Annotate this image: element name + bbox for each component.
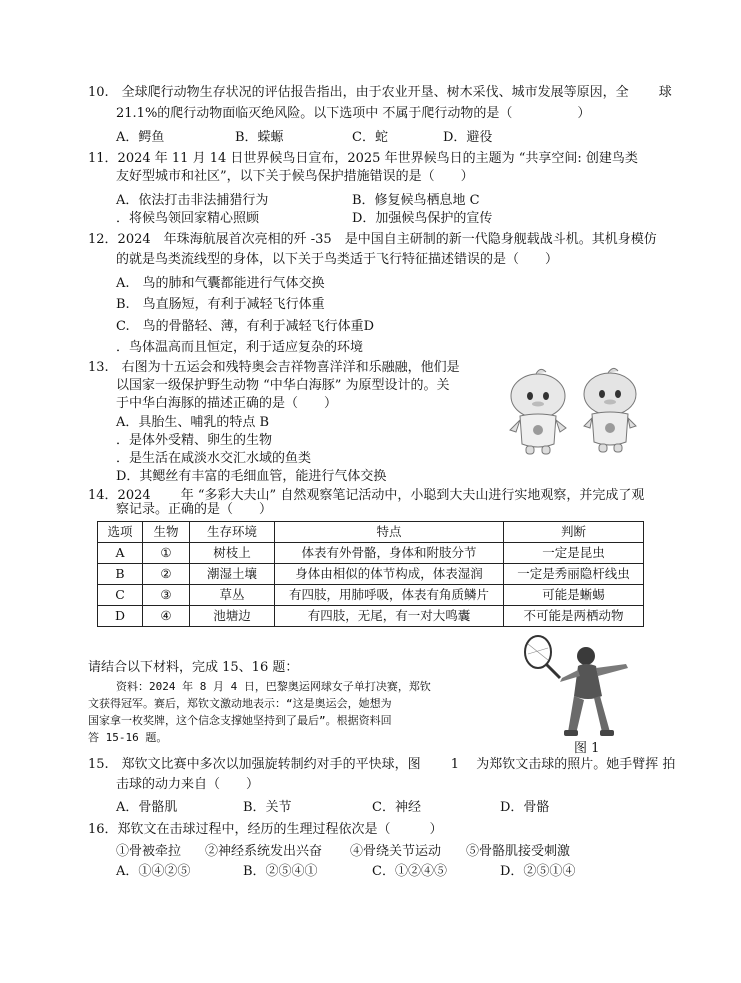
q15-stem-line2: 击球的动力来自（ ） bbox=[116, 777, 260, 792]
table-cell: B bbox=[98, 564, 143, 585]
q14-stem-line2: 察记录。正确的是（ ） bbox=[116, 502, 273, 517]
q16-step-2: ②神经系统发出兴奋 bbox=[205, 844, 323, 859]
table-cell: 有四肢，用肺呼吸，体表有角质鳞片 bbox=[275, 585, 504, 606]
q12-option-c: C. 鸟的骨骼轻、薄，有利于减轻飞行体重D bbox=[116, 319, 375, 334]
player-silhouette bbox=[560, 647, 628, 736]
material-line3: 国家拿一枚奖牌，这个信念支撑她坚持到了最后”。根据资料回 bbox=[88, 714, 392, 727]
table-cell: 不可能是两栖动物 bbox=[504, 606, 644, 627]
q16-step-1: ①骨被牵拉 bbox=[116, 844, 182, 859]
q16-option-a: A．①④②⑤ bbox=[116, 864, 191, 879]
table-header-cell: 生存环境 bbox=[190, 522, 275, 543]
q16-stem: 16．郑钦文在击球过程中，经历的生理过程依次是（ ） bbox=[88, 822, 443, 837]
tennis-player-image bbox=[518, 634, 658, 738]
q11-stem-line1: 11．2024 年 11 月 14 日世界候鸟日宣布，2025 年世界候鸟日的主题为 “共享空间: 创建鸟类 bbox=[88, 151, 638, 166]
q15-option-a: A．骨骼肌 bbox=[116, 800, 178, 815]
table-cell: 一定是秀丽隐杆线虫 bbox=[504, 564, 644, 585]
material-line1: 资料：2024 年 8 月 4 日，巴黎奥运网球女子单打决赛，郑钦 bbox=[116, 680, 431, 693]
mascot-left bbox=[510, 369, 566, 454]
table-cell: 可能是蜥蜴 bbox=[504, 585, 644, 606]
table-header-cell: 生物 bbox=[143, 522, 190, 543]
table-cell: 身体由相似的体节构成，体表湿润 bbox=[275, 564, 504, 585]
q13-option-b: ．是体外受精、卵生的生物 bbox=[116, 433, 273, 448]
table-cell: 体表有外骨骼，身体和附肢分节 bbox=[275, 543, 504, 564]
q15-option-c: C．神经 bbox=[372, 800, 421, 815]
table-cell: 有四肢，无尾，有一对大鸣囊 bbox=[275, 606, 504, 627]
q11-stem-line2: 友好型城市和社区”，以下关于候鸟保护措施错误的是（ ） bbox=[116, 169, 474, 184]
q10-option-a: A．鳄鱼 bbox=[116, 130, 165, 145]
table-row bbox=[98, 543, 644, 564]
q11-option-c: ．将候鸟领回家精心照顾 bbox=[116, 211, 260, 226]
table-header-cell: 选项 bbox=[98, 522, 143, 543]
table-cell: 树枝上 bbox=[190, 543, 275, 564]
q13-option-c: ．是生活在咸淡水交汇水域的鱼类 bbox=[116, 451, 312, 466]
q15-option-d: D．骨骼 bbox=[500, 800, 550, 815]
table-header-row bbox=[98, 522, 644, 543]
table-row bbox=[98, 585, 644, 606]
q10-option-b: B．蝾螈 bbox=[235, 130, 284, 145]
table-cell: C bbox=[98, 585, 143, 606]
q11-option-d: D．加强候鸟保护的宣传 bbox=[352, 211, 493, 226]
q16-step-4: ④骨绕关节运动 bbox=[350, 844, 442, 859]
q12-option-a: A. 鸟的肺和气囊都能进行气体交换 bbox=[116, 276, 325, 291]
mascot-figure bbox=[500, 366, 650, 458]
q16-option-b: B．②⑤④① bbox=[243, 864, 318, 879]
q14-stem-line1: 14．2024 年 “多彩大夫山” 自然观察笔记活动中，小聪到大夫山进行实地观察，并完成了观 bbox=[88, 488, 645, 503]
q11-option-b: B．修复候鸟栖息地 C bbox=[352, 193, 480, 208]
table-cell: 一定是昆虫 bbox=[504, 543, 644, 564]
dolphin-mascots-image bbox=[500, 366, 650, 458]
q12-option-b: B. 鸟直肠短，有利于减轻飞行体重 bbox=[116, 297, 325, 312]
tennis-player-figure bbox=[518, 634, 658, 738]
q13-stem-line3: 于中华白海豚的描述正确的是（ ） bbox=[116, 396, 338, 411]
q15-option-b: B．关节 bbox=[243, 800, 292, 815]
q10-option-c: C．蛇 bbox=[352, 130, 388, 145]
table-cell: 草丛 bbox=[190, 585, 275, 606]
q13-option-d: D．其鳃丝有丰富的毛细血管，能进行气体交换 bbox=[116, 469, 387, 484]
q14-table bbox=[97, 521, 644, 627]
table-header-cell: 判断 bbox=[504, 522, 644, 543]
q10-stem-line1: 10. 全球爬行动物生存状况的评估报告指出，由于农业开垦、树木采伐、城市发展等原因，全 球 bbox=[88, 85, 672, 100]
q16-step-5: ⑤骨骼肌接受刺激 bbox=[466, 844, 571, 859]
q11-option-a: A．依法打击非法捕猎行为 bbox=[116, 193, 269, 208]
q13-stem-line1: 13. 右图为十五运会和残特奥会吉祥物喜洋洋和乐融融，他们是 bbox=[88, 360, 460, 375]
table-cell: ① bbox=[143, 543, 190, 564]
table-cell: 潮湿土壤 bbox=[190, 564, 275, 585]
table-cell: ② bbox=[143, 564, 190, 585]
table-row bbox=[98, 564, 644, 585]
q12-option-d: ．鸟体温高而且恒定，利于适应复杂的环境 bbox=[116, 340, 364, 355]
q13-option-a: A．具胎生、哺乳的特点 B bbox=[116, 415, 270, 430]
mascot-right bbox=[584, 368, 636, 452]
table-cell: 池塘边 bbox=[190, 606, 275, 627]
q15-stem-line1: 15. 郑钦文比赛中多次以加强旋转制约对手的平快球，图 1 为郑钦文击球的照片。她手臂挥 拍 bbox=[88, 757, 676, 772]
q10-option-d: D．避役 bbox=[443, 130, 493, 145]
table-row bbox=[98, 606, 644, 627]
q16-option-d: D．②⑤①④ bbox=[500, 864, 576, 879]
q12-stem-line2: 的就是鸟类流线型的身体，以下关于鸟类适于飞行特征描述错误的是（ ） bbox=[116, 252, 559, 267]
q16-option-c: C．①②④⑤ bbox=[372, 864, 447, 879]
table-cell: D bbox=[98, 606, 143, 627]
material-line4: 答 15-16 题。 bbox=[88, 731, 168, 744]
table-cell: ④ bbox=[143, 606, 190, 627]
q13-stem-line2: 以国家一级保护野生动物 “中华白海豚” 为原型设计的。关 bbox=[116, 378, 450, 393]
table-cell: A bbox=[98, 543, 143, 564]
tennis-racket bbox=[525, 636, 560, 678]
q12-stem-line1: 12．2024 年珠海航展首次亮相的歼 -35 是中国自主研制的新一代隐身舰载战斗机。其机身模仿 bbox=[88, 232, 657, 247]
material-intro: 请结合以下材料，完成 15、16 题： bbox=[88, 660, 299, 675]
q10-stem-line2: 21.1%的爬行动物面临灭绝风险。以下选项中 不属于爬行动物的是（ ） bbox=[116, 106, 591, 121]
figure-caption: 图 1 bbox=[574, 741, 600, 756]
material-line2: 文获得冠军。赛后，郑钦文激动地表示：“这是奥运会，她想为 bbox=[88, 697, 392, 710]
table-cell: ③ bbox=[143, 585, 190, 606]
table-header-cell: 特点 bbox=[275, 522, 504, 543]
